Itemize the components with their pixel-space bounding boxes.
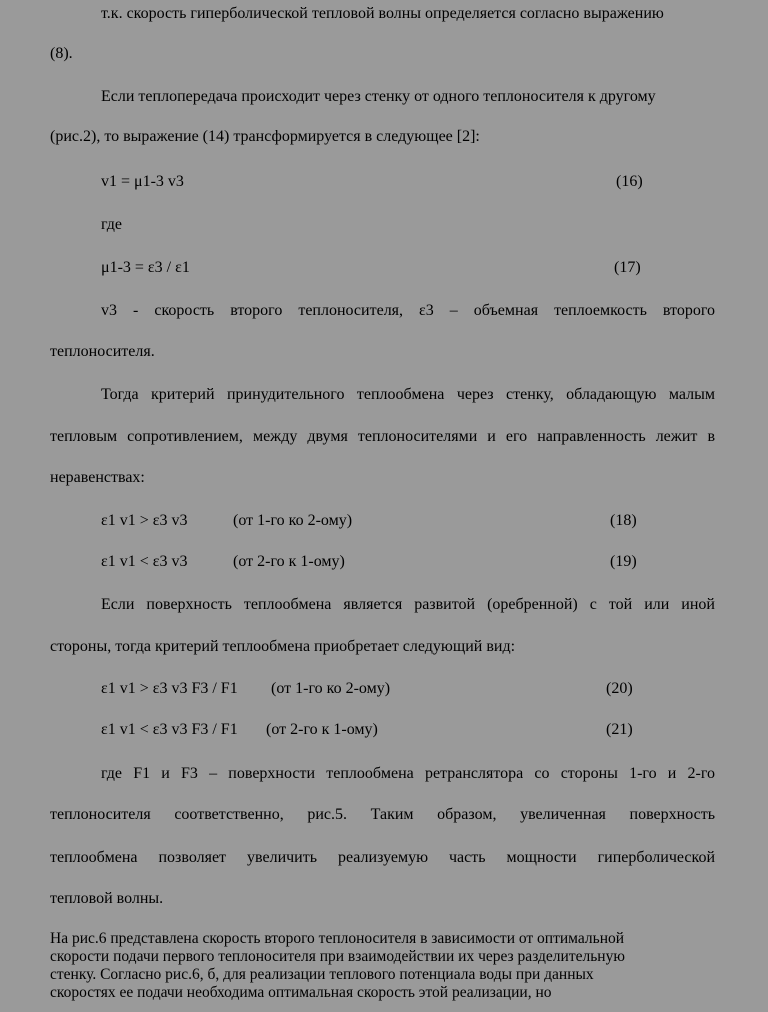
equation-20: ε1 v1 > ε3 v3 F3 / F1 <box>101 680 238 697</box>
text-line: скоростях ее подачи необходима оптимальная скорость этой реализации, но <box>50 984 552 1001</box>
equation-note: (от 2-го к 1-ому) <box>266 721 378 738</box>
equation-number: (20) <box>606 680 633 697</box>
text-line: тепловым сопротивлением, между двумя теплоносителями и его направленность лежит в <box>50 428 715 445</box>
equation-21: ε1 v1 < ε3 v3 F3 / F1 <box>101 721 238 738</box>
text-line: v3 - скорость второго теплоносителя, ε3 – объемная теплоемкость второго <box>101 302 715 319</box>
equation-number: (17) <box>614 259 641 276</box>
equation-number: (18) <box>610 512 637 529</box>
equation-17: μ1-3 = ε3 / ε1 <box>101 259 190 276</box>
equation-18: ε1 v1 > ε3 v3 <box>101 512 188 529</box>
text-line: теплоносителя. <box>50 343 155 360</box>
text-line: (8). <box>50 45 73 62</box>
equation-note: (от 2-го к 1-ому) <box>233 553 345 570</box>
text-line: Если поверхность теплообмена является развитой (оребренной) с той или иной <box>101 596 715 613</box>
equation-number: (19) <box>610 553 637 570</box>
equation-note: (от 1-го ко 2-ому) <box>271 680 391 697</box>
text-line: неравенствах: <box>50 469 145 486</box>
equation-16: v1 = μ1-3 v3 <box>101 173 184 190</box>
text-line: Если теплопередача происходит через стенку от одного теплоносителя к другому <box>101 88 656 105</box>
text-line: (рис.2), то выражение (14) трансформируется в следующее [2]: <box>50 128 480 145</box>
text-line: стенку. Согласно рис.6, б, для реализации теплового потенциала воды при данных <box>50 966 594 983</box>
text-line: На рис.6 представлена скорость второго теплоносителя в зависимости от оптимальной <box>50 930 625 947</box>
equation-number: (21) <box>606 721 633 738</box>
text-line: где <box>101 216 123 233</box>
text-line: стороны, тогда критерий теплообмена приобретает следующий вид: <box>50 638 516 655</box>
text-line: скорости подачи первого теплоносителя при взаимодействии их через разделительную <box>50 948 625 965</box>
text-line: теплоносителя соответственно, рис.5. Таким образом, увеличенная поверхность <box>50 806 715 823</box>
text-line: теплообмена позволяет увеличить реализуемую часть мощности гиперболической <box>50 849 715 866</box>
equation-19: ε1 v1 < ε3 v3 <box>101 553 188 570</box>
text-line: где F1 и F3 – поверхности теплообмена ретранслятора со стороны 1-го и 2-го <box>101 765 715 782</box>
equation-number: (16) <box>616 173 643 190</box>
text-line: т.к. скорость гиперболической тепловой волны определяется согласно выражению <box>101 5 664 22</box>
equation-note: (от 1-го ко 2-ому) <box>233 512 353 529</box>
text-line: тепловой волны. <box>50 890 164 907</box>
text-line: Тогда критерий принудительного теплообмена через стенку, обладающую малым <box>101 386 715 403</box>
final-paragraph <box>50 930 715 1002</box>
